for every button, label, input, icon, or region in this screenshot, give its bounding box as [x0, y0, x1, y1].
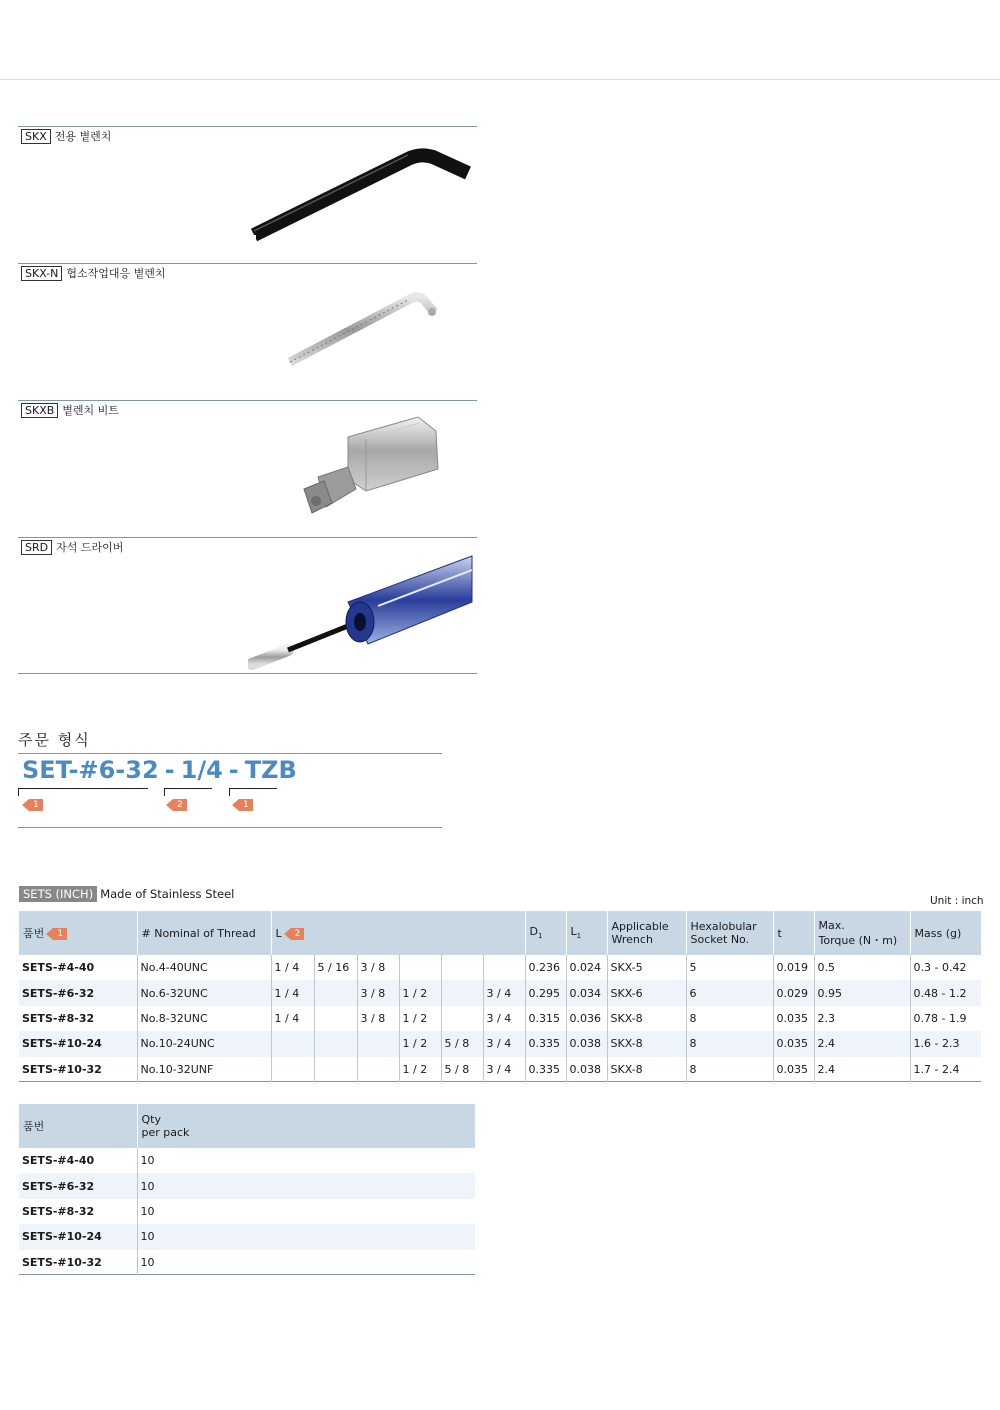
- cell-d1: 0.335: [525, 1031, 566, 1056]
- cell-length: [441, 1006, 483, 1031]
- cell-length: [441, 955, 483, 980]
- cell-length: [441, 980, 483, 1005]
- cell-part-no: SETS-#6-32: [19, 1173, 137, 1198]
- cell-torque: 2.3: [814, 1006, 910, 1031]
- cell-thread: No.4-40UNC: [137, 955, 271, 980]
- order-divider-top: [18, 753, 442, 754]
- cell-part-no: SETS-#6-32: [19, 980, 137, 1005]
- cell-d1: 0.295: [525, 980, 566, 1005]
- cell-part-no: SETS-#10-24: [19, 1224, 137, 1249]
- order-code-separator: -: [164, 756, 175, 784]
- top-divider: [0, 79, 1000, 80]
- cell-length: 3 / 8: [357, 980, 399, 1005]
- header-t: t: [773, 911, 814, 955]
- cell-length: 3 / 8: [357, 1006, 399, 1031]
- cell-length: [314, 1031, 357, 1056]
- cell-mass: 0.78 - 1.9: [913, 1011, 967, 1025]
- table-row: [19, 1224, 475, 1249]
- cell-length: 5 / 8: [441, 1057, 483, 1082]
- cell-qty: 10: [140, 1154, 155, 1168]
- cell-mass: 1.7 - 2.4: [913, 1062, 960, 1076]
- cell-torque: 2.4: [814, 1031, 910, 1056]
- accessory-desc: 전용 볕렌치: [54, 130, 112, 143]
- order-code-length: 1/4: [180, 756, 223, 784]
- header-part-no: 품번 1: [19, 911, 137, 955]
- cell-wrench: SKX-8: [607, 1057, 686, 1082]
- cell-part-no: SETS-#8-32: [19, 1199, 137, 1224]
- cell-length: 1 / 4: [271, 1006, 314, 1031]
- header-l1: $L_1$: [566, 911, 607, 955]
- cell-length: 3 / 4: [483, 1031, 525, 1056]
- order-tag: 2: [166, 798, 187, 811]
- cell-qty: 10: [137, 1173, 475, 1198]
- cell-socket: 5: [686, 955, 773, 980]
- cell-length: [271, 1031, 314, 1056]
- accessory-desc: 볕렌치 비트: [62, 404, 119, 417]
- accessory-code: SKXB: [21, 403, 58, 418]
- table-row: [19, 980, 981, 1005]
- sets-material: Made of Stainless Steel: [100, 887, 235, 901]
- hex-key-silver-icon: [248, 272, 473, 397]
- header-torque: Max. Torque (N・m): [814, 911, 910, 955]
- cell-qty: 10: [137, 1224, 475, 1249]
- cell-l1: 0.034: [566, 980, 607, 1005]
- cell-length: 1 / 4: [271, 955, 314, 980]
- cell-part-no: SETS-#10-32: [19, 1057, 137, 1082]
- order-tag: 1: [232, 798, 253, 811]
- header-socket: Hexalobular Socket No.: [686, 911, 773, 955]
- cell-length: [357, 1057, 399, 1082]
- cell-wrench: SKX-8: [607, 1006, 686, 1031]
- cell-qty: 10: [140, 1255, 155, 1269]
- accessory-desc: 협소작업대응 볕렌치: [66, 267, 166, 280]
- cell-l1: 0.038: [566, 1031, 607, 1056]
- order-code-option: TZB: [244, 756, 297, 784]
- cell-length: 3 / 4: [483, 1057, 525, 1082]
- hex-bit-icon: [248, 409, 473, 534]
- order-code-part-number: SET-#6-32: [22, 756, 159, 784]
- sets-spec-table: [19, 911, 981, 1082]
- table-row: [19, 1250, 475, 1275]
- cell-torque: 2.4: [814, 1057, 910, 1082]
- cell-length: [314, 980, 357, 1005]
- cell-length: [483, 955, 525, 980]
- cell-t: 0.019: [773, 955, 814, 980]
- cell-wrench: SKX-8: [607, 1031, 686, 1056]
- unit-label: Unit : inch: [930, 895, 984, 907]
- cell-length: [314, 1057, 357, 1082]
- cell-socket: 8: [686, 1006, 773, 1031]
- cell-socket: 6: [686, 980, 773, 1005]
- header-thread: # Nominal of Thread: [137, 911, 271, 955]
- accessory-header: [21, 265, 166, 281]
- cell-t: 0.035: [773, 1006, 814, 1031]
- table-row: [19, 955, 981, 980]
- hex-key-black-icon: [248, 135, 473, 260]
- cell-d1: 0.236: [525, 955, 566, 980]
- cell-d1: 0.315: [525, 1006, 566, 1031]
- table-header-row: [19, 1104, 475, 1148]
- accessory-code: SKX: [21, 129, 51, 144]
- qty-table: [19, 1104, 475, 1275]
- order-code: [22, 756, 297, 784]
- accessory-header: [21, 539, 123, 555]
- cell-length: [271, 1057, 314, 1082]
- cell-t: 0.035: [773, 1031, 814, 1056]
- cell-length: 1 / 2: [399, 980, 441, 1005]
- accessory-panel-skxb: [18, 400, 477, 537]
- table-row: [19, 1148, 475, 1173]
- cell-length: 3 / 8: [357, 955, 399, 980]
- order-bracket: [18, 788, 148, 796]
- order-bracket: [229, 788, 277, 796]
- cell-length: [357, 1031, 399, 1056]
- cell-mass: 0.3 - 0.42: [913, 961, 967, 975]
- cell-part-no: SETS-#8-32: [19, 1006, 137, 1031]
- cell-length: 5 / 16: [314, 955, 357, 980]
- cell-t: 0.035: [773, 1057, 814, 1082]
- cell-qty: 10: [140, 1204, 155, 1218]
- cell-mass: 0.48 - 1.2: [910, 980, 981, 1005]
- accessory-panel-skx: [18, 126, 477, 263]
- sets-label: SETS (INCH): [19, 886, 97, 902]
- cell-part-no: SETS-#4-40: [19, 1148, 137, 1173]
- cell-wrench: SKX-5: [607, 955, 686, 980]
- accessory-panel-skx-n: [18, 263, 477, 400]
- header-d1: $D_1$: [525, 911, 566, 955]
- header-length: L 2: [271, 911, 525, 955]
- cell-length: 3 / 4: [483, 1006, 525, 1031]
- cell-length: 1 / 2: [399, 1006, 441, 1031]
- cell-socket: 8: [686, 1031, 773, 1056]
- screwdriver-icon: [248, 546, 473, 671]
- cell-l1: 0.038: [566, 1057, 607, 1082]
- cell-torque: 0.95: [814, 980, 910, 1005]
- accessory-panel-srd: [18, 537, 477, 674]
- cell-length: 5 / 8: [441, 1031, 483, 1056]
- accessory-header: [21, 402, 119, 418]
- header-wrench: Applicable Wrench: [607, 911, 686, 955]
- cell-mass: 1.6 - 2.3: [910, 1031, 981, 1056]
- cell-length: 1 / 2: [399, 1031, 441, 1056]
- cell-thread: No.10-32UNF: [137, 1057, 271, 1082]
- header-part-no: 품번: [19, 1104, 137, 1148]
- cell-thread: No.8-32UNC: [137, 1006, 271, 1031]
- cell-part-no: SETS-#4-40: [19, 955, 137, 980]
- cell-l1: 0.024: [566, 955, 607, 980]
- table-row: [19, 1031, 981, 1056]
- table-header-row: [19, 911, 981, 955]
- cell-thread: No.10-24UNC: [137, 1031, 271, 1056]
- cell-part-no: SETS-#10-24: [19, 1031, 137, 1056]
- cell-length: [399, 955, 441, 980]
- cell-socket: 8: [686, 1057, 773, 1082]
- order-code-separator: -: [228, 756, 239, 784]
- table-row: [19, 1057, 981, 1082]
- order-format-title: 주문 형식: [18, 731, 91, 749]
- sets-header: [19, 886, 234, 902]
- table-row: [19, 1199, 475, 1224]
- accessory-code: SRD: [21, 540, 52, 555]
- table-row: [19, 1173, 475, 1198]
- cell-length: 3 / 4: [483, 980, 525, 1005]
- accessory-desc: 자석 드라이버: [56, 541, 124, 554]
- cell-d1: 0.335: [525, 1057, 566, 1082]
- order-tag: 1: [22, 798, 43, 811]
- order-divider-bottom: [18, 827, 442, 828]
- accessory-code: SKX-N: [21, 266, 62, 281]
- cell-wrench: SKX-6: [607, 980, 686, 1005]
- header-qty: Qty per pack: [137, 1104, 475, 1148]
- cell-length: 1 / 4: [271, 980, 314, 1005]
- cell-thread: No.6-32UNC: [137, 980, 271, 1005]
- cell-part-no: SETS-#10-32: [19, 1250, 137, 1275]
- cell-length: [314, 1006, 357, 1031]
- header-mass: Mass (g): [910, 911, 981, 955]
- accessory-header: [21, 128, 111, 144]
- cell-torque: 0.5: [814, 955, 910, 980]
- cell-length: 1 / 2: [399, 1057, 441, 1082]
- order-bracket: [164, 788, 212, 796]
- cell-t: 0.029: [773, 980, 814, 1005]
- cell-l1: 0.036: [566, 1006, 607, 1031]
- table-row: [19, 1006, 981, 1031]
